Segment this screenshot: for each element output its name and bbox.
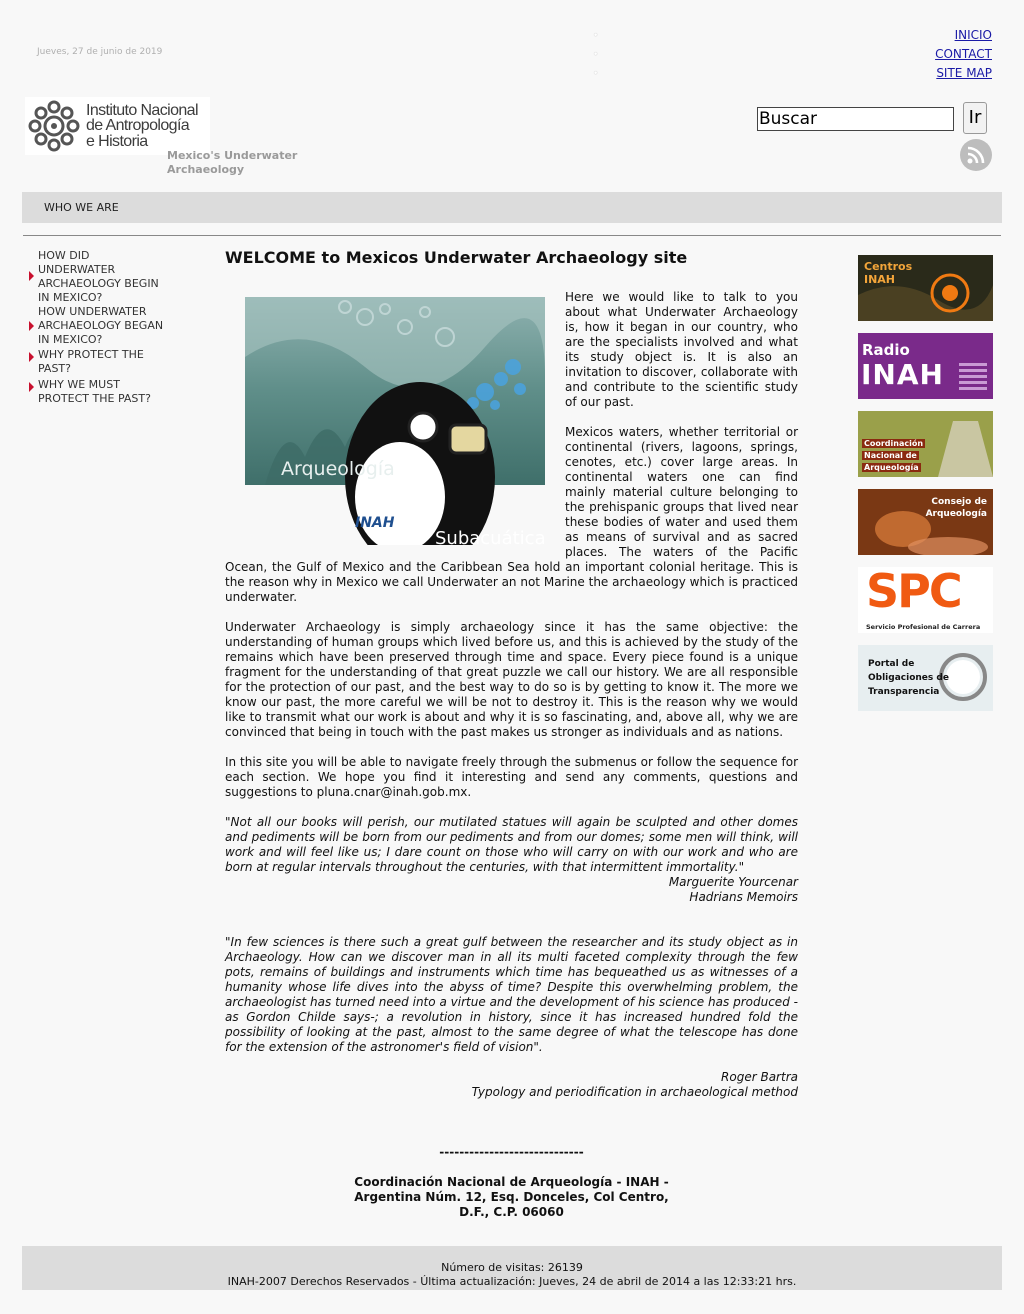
page-title: WELCOME to Mexicos Underwater Archaeology site (225, 248, 688, 267)
nav-inicio-link[interactable]: INICIO (954, 28, 992, 42)
address-block: Coordinación Nacional de Arqueología - INAH - Argentina Núm. 12, Esq. Donceles, Col Centro, D.F., C.P. 06060 (354, 1175, 669, 1219)
quote1-author: Marguerite Yourcenar (668, 875, 798, 889)
sidebar (28, 249, 178, 406)
quote2-author: Roger Bartra (721, 1070, 798, 1084)
search-input[interactable]: Buscar (757, 107, 954, 131)
hero-word-subacuatica: Subacuática (435, 528, 545, 545)
banner-radio-inah[interactable]: Radio INAH (858, 333, 993, 399)
yourcenar-quote: "Not all our books will perish, our mutilated statues will again be sculpted and other domes and pediments will be born from our pediments and from our domes; some men will think, will work and will feel like us; I dare count on those who will carry on with our work and who are born at regular intervals throughout the centuries, with that intermittent immortality." (225, 815, 798, 874)
quote2-source: Typology and periodification in archaeological method (471, 1085, 798, 1099)
inah-emblem-icon (26, 98, 82, 154)
bartra-quote: "In few sciences is there such a great gulf between the researcher and its study object as in Archaeology. How can we discover man in all its multi faceted complexity through the few pots, remains of buildings and instruments which time has bequeathed us as witnesses of a humanity whose life dives into the abyss of time? Despite this overwhelming problem, the archaeologist has turned need into a virtue and the development of his science has produced - as Gordon Childe says-; a revolution in history, since it has increased hundred fold the possibility of looking at the past, almost to the same degree of what the telescope has done for the extension of the astronomer's field of vision". (225, 935, 798, 1054)
rss-icon[interactable] (960, 139, 992, 171)
hero-word-arqueologia: Arqueología (281, 458, 395, 480)
logo-wordmark: Instituto Nacional de Antropología e Historia (86, 101, 198, 150)
inah-logo[interactable] (25, 97, 210, 155)
intro-paragraph: Here we would like to talk to you about what Underwater Archaeology is, how it began in our country, who are the specialists involved and what its study object is. It is also an invitation to discover, collaborate with and contribute to the scientific study of our past. (565, 290, 798, 409)
nav-contact-link[interactable]: CONTACT (935, 47, 992, 61)
current-date: Jueves, 27 de junio de 2019 (37, 47, 163, 57)
nav-site-map-link[interactable]: SITE MAP (936, 66, 992, 80)
visit-counter: Número de visitas: 26139 (441, 1261, 583, 1274)
decorative-dots: • • • (593, 31, 599, 79)
red-arrow-icon (29, 271, 34, 281)
quote1-source: Hadrians Memoirs (689, 890, 798, 904)
hero-inah-badge: INAH (355, 515, 395, 531)
sidebar-item-why-must-protect[interactable]: WHY WE MUST PROTECT THE PAST? (28, 378, 178, 406)
site-subtitle: Mexico's Underwater Archaeology (167, 149, 298, 176)
banner-coordinacion-arqueologia[interactable]: Coordinación Nacional de Arqueología (858, 411, 993, 477)
banner-centros-inah[interactable]: Centros INAH (858, 255, 993, 321)
main-content (225, 249, 798, 1220)
sidebar-item-why-protect[interactable]: WHY PROTECT THE PAST? (28, 348, 178, 376)
menu-bar-who-we-are[interactable]: WHO WE ARE (22, 192, 1002, 223)
separator-line: ----------------------------- (439, 1145, 584, 1159)
footer (22, 1246, 1002, 1290)
sidebar-item-how-began[interactable]: HOW DID UNDERWATER ARCHAEOLOGY BEGIN IN MEXICO? HOW UNDERWATER ARCHAEOLOGY BEGAN IN MEXICO? (28, 249, 178, 347)
banner-consejo-arqueologia[interactable]: Consejo de Arqueología (858, 489, 993, 555)
red-arrow-icon (29, 321, 34, 331)
banner-column (858, 255, 993, 723)
copyright-line: INAH-2007 Derechos Reservados - Última actualización: Jueves, 24 de abril de 2014 a las 12:33:21 hrs. (227, 1275, 797, 1288)
red-arrow-icon (29, 352, 34, 362)
banner-spc[interactable]: SPC Servicio Profesional de Carrera (858, 567, 993, 633)
definition-paragraph: Underwater Archaeology is simply archaeology since it has the same objective: the understanding of human groups which lived before us, and this is achieved by the study of the remains which have been preserved through time and space. Every piece found is a unique fragment for the understanding of that great puzzle we call our history. We are all responsible for the protection of our past, and the best way to do so is by getting to know it. The more we know our past, the more careful we will be not to destroy it. This is the reason why we would like to transmit what our work is about and why it is so fascinating, and, above all, why we are convinced that being in touch with the past makes us stronger as individuals and as nations. (225, 620, 798, 739)
red-arrow-icon (29, 382, 34, 392)
divider (23, 235, 1001, 236)
banner-portal-transparencia[interactable]: Portal de Obligaciones de Transparencia (858, 645, 993, 711)
top-nav (935, 26, 992, 83)
waters-paragraph: Mexicos waters, whether territorial or continental (rivers, lagoons, springs, cenotes, etc.) cover large areas. In continental waters one can find mainly material culture belonging to the prehispanic groups that lived near these bodies of water and used them as means of survival and as sacred places. The waters of the Pacific Ocean, the Gulf of Mexico and the Caribbean Sea hold an important colonial heritage. This is the reason why in Mexico we call Underwater an not Marine the archaeology which is practiced underwater. (225, 425, 798, 604)
search-go-button[interactable]: Ir (963, 102, 987, 134)
hero-image (245, 297, 545, 545)
navigation-paragraph: In this site you will be able to navigate freely through the submenus or follow the sequence for each section. We hope you find it interesting and send any comments, questions and suggestions to pluna.cnar@inah.gob.mx. (225, 755, 798, 799)
